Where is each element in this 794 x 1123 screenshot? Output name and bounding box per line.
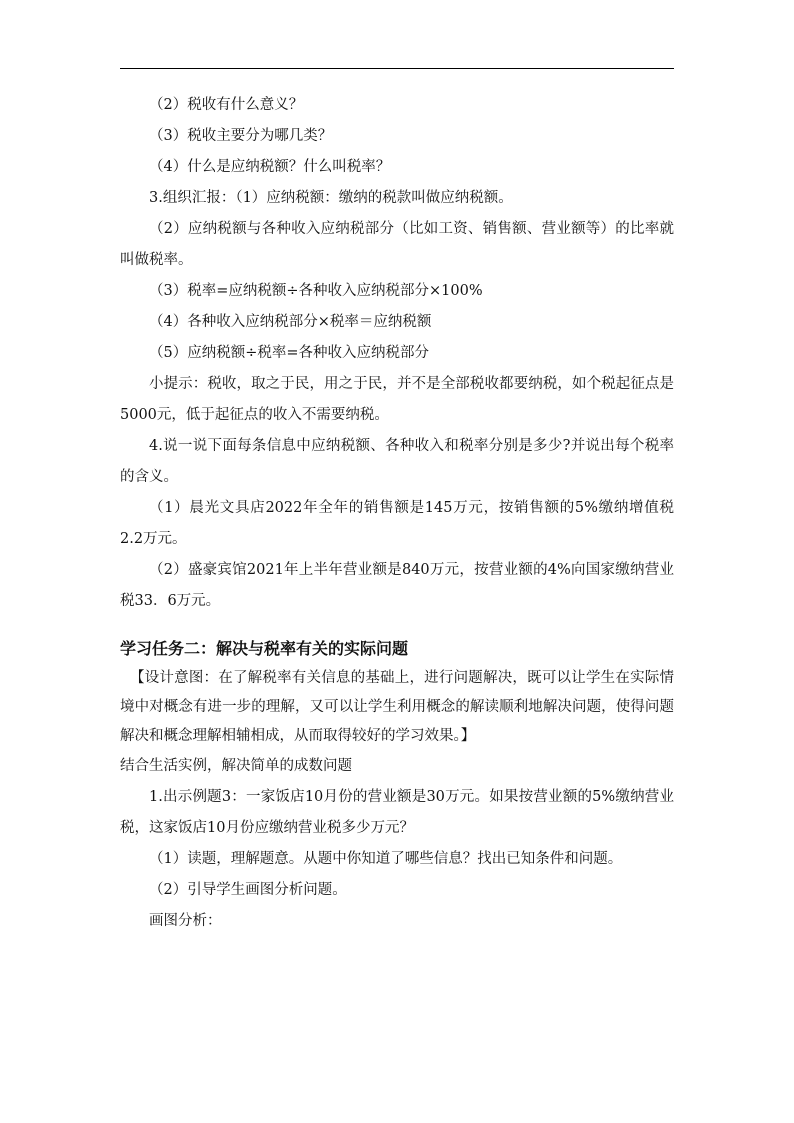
report-paragraph: 3.组织汇报：（1）应纳税额：缴纳的税款叫做应纳税额。 — [149, 190, 513, 206]
document-body — [120, 90, 674, 937]
header-rule — [120, 68, 674, 69]
draw-analysis: 画图分析： — [149, 913, 222, 929]
example-1: （1）晨光文具店2022年全年的销售额是145万元，按销售额的5%缴纳增值税2.2万元。 — [120, 500, 674, 547]
question-3: （3）税收主要分为哪几类？ — [149, 128, 333, 144]
intro-line: 结合生活实例，解决简单的成数问题 — [120, 758, 352, 774]
example-2: （2）盛豪宾馆2021年上半年营业额是840万元，按营业额的4%向国家缴纳营业税33．6万元。 — [120, 562, 674, 609]
tax-rate-definition: （2）应纳税额与各种收入应纳税部分（比如工资、销售额、营业额等）的比率就叫做税率。 — [120, 221, 674, 268]
design-intent: 【设计意图：在了解税率有关信息的基础上，进行问题解决，既可以让学生在实际情境中对概念有进一步的理解，又可以让学生利用概念的解读顺利地解决问题，使得问题解决和概念理解相辅相成，从而取得较好的学习效果。】 — [120, 670, 674, 744]
formula-5: （5）应纳税额÷税率=各种收入应纳税部分 — [149, 345, 430, 361]
example-3: 1.出示例题3：一家饭店10月份的营业额是30万元。如果按营业额的5%缴纳营业税，这家饭店10月份应缴纳营业税多少万元？ — [120, 789, 674, 836]
step-1: （1）读题，理解题意。从题中你知道了哪些信息？找出已知条件和问题。 — [149, 851, 623, 867]
step-2: （2）引导学生画图分析问题。 — [149, 882, 347, 898]
section-gap — [120, 617, 674, 633]
section-heading: 学习任务二：解决与税率有关的实际问题 — [120, 639, 409, 658]
question-2: （2）税收有什么意义？ — [149, 97, 304, 113]
task-4: 4.说一说下面每条信息中应纳税额、各种收入和税率分别是多少?并说出每个税率的含义。 — [120, 438, 674, 485]
question-4: （4）什么是应纳税额？什么叫税率？ — [149, 159, 391, 175]
formula-4: （4）各种收入应纳税部分×税率＝应纳税额 — [149, 314, 432, 330]
tip-paragraph: 小提示：税收，取之于民，用之于民，并不是全部税收都要纳税，如个税起征点是5000元，低于起征点的收入不需要纳税。 — [120, 376, 674, 423]
formula-3: （3）税率=应纳税额÷各种收入应纳税部分×100% — [149, 283, 483, 299]
